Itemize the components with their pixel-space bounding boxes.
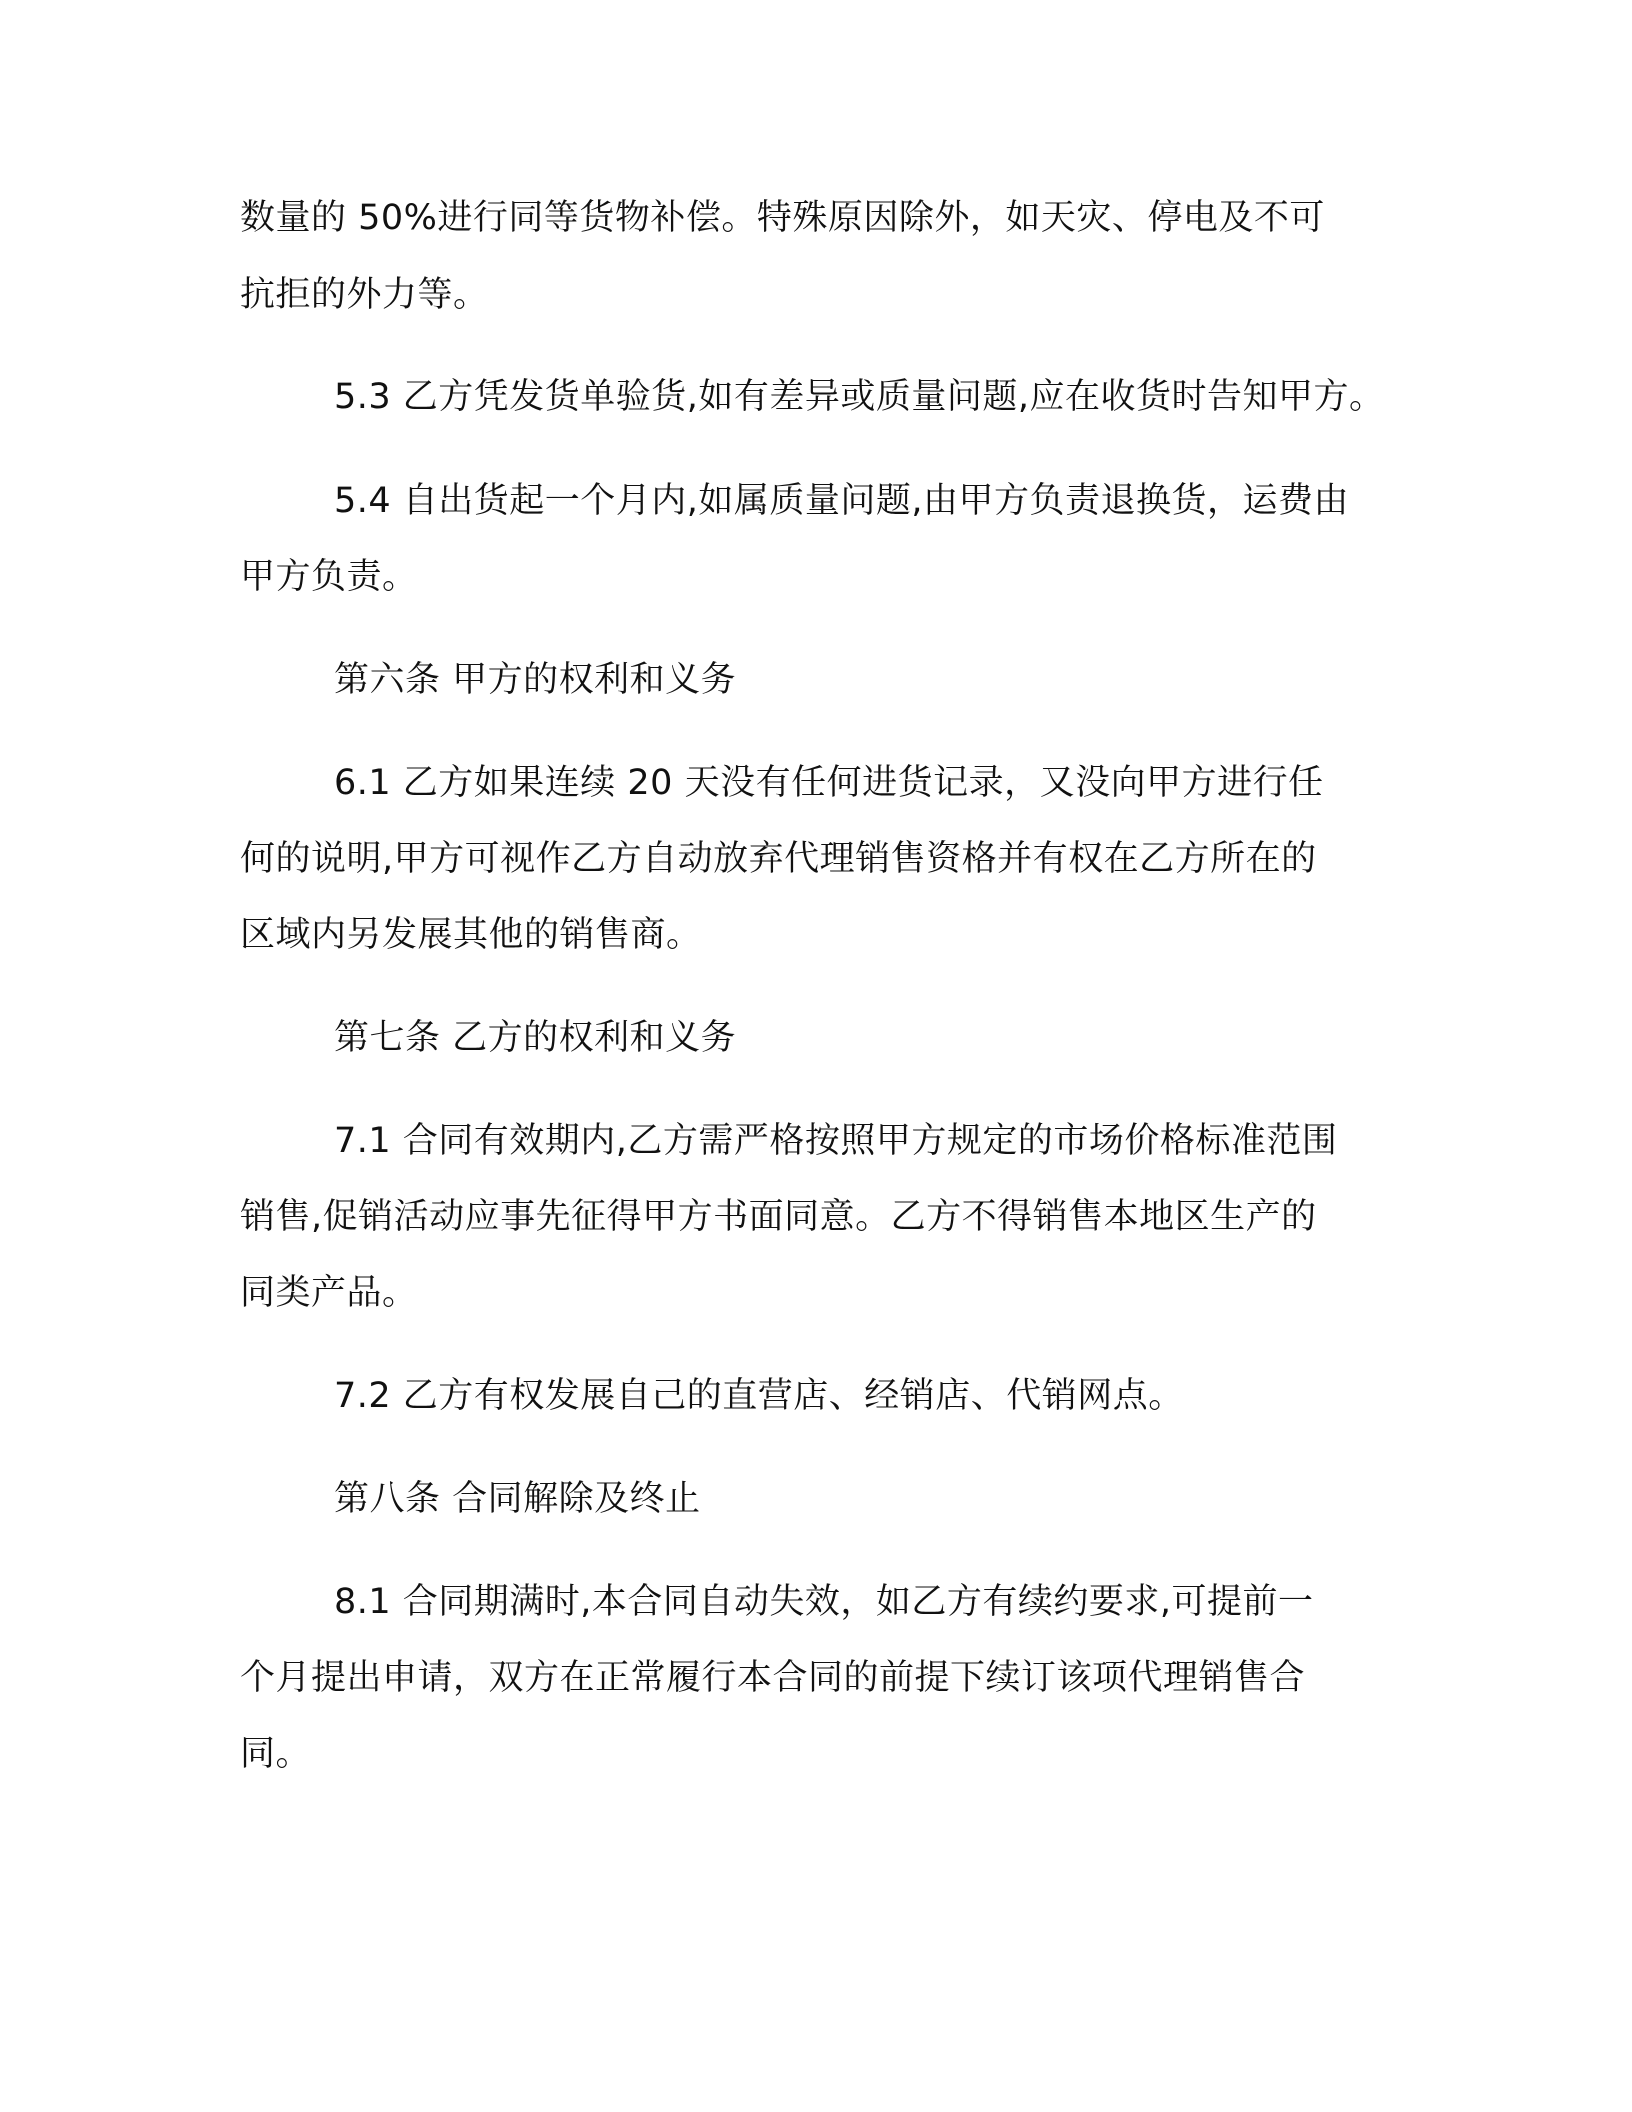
clause-6-1: 6.1 乙方如果连续 20 天没有任何进货记录，又没向甲方进行任 bbox=[334, 763, 1324, 803]
text-line: 抗拒的外力等。 bbox=[240, 275, 489, 315]
article-8-heading: 第八条 合同解除及终止 bbox=[334, 1479, 701, 1519]
text-line: 甲方负责。 bbox=[240, 557, 418, 597]
article-7-heading: 第七条 乙方的权利和义务 bbox=[334, 1018, 737, 1058]
clause-7-1: 7.1 合同有效期内,乙方需严格按照甲方规定的市场价格标准范围 bbox=[334, 1121, 1338, 1161]
clause-5-4: 5.4 自出货起一个月内,如属质量问题,由甲方负责退换货，运费由 bbox=[334, 481, 1350, 521]
clause-7-2: 7.2 乙方有权发展自己的直营店、经销店、代销网点。 bbox=[334, 1376, 1184, 1416]
text-line: 同。 bbox=[240, 1734, 312, 1774]
text-line: 同类产品。 bbox=[240, 1273, 418, 1313]
clause-5-3: 5.3 乙方凭发货单验货,如有差异或质量问题,应在收货时告知甲方。 bbox=[334, 377, 1385, 417]
article-6-heading: 第六条 甲方的权利和义务 bbox=[334, 660, 737, 700]
clause-8-1: 8.1 合同期满时,本合同自动失效，如乙方有续约要求,可提前一 bbox=[334, 1582, 1314, 1622]
text-line: 销售,促销活动应事先征得甲方书面同意。乙方不得销售本地区生产的 bbox=[240, 1197, 1317, 1237]
text-line: 何的说明,甲方可视作乙方自动放弃代理销售资格并有权在乙方所在的 bbox=[240, 839, 1317, 879]
text-line: 个月提出申请，双方在正常履行本合同的前提下续订该项代理销售合 bbox=[240, 1658, 1306, 1698]
text-line: 数量的 50%进行同等货物补偿。特殊原因除外，如天灾、停电及不可 bbox=[240, 198, 1325, 238]
text-line: 区域内另发展其他的销售商。 bbox=[240, 915, 702, 955]
